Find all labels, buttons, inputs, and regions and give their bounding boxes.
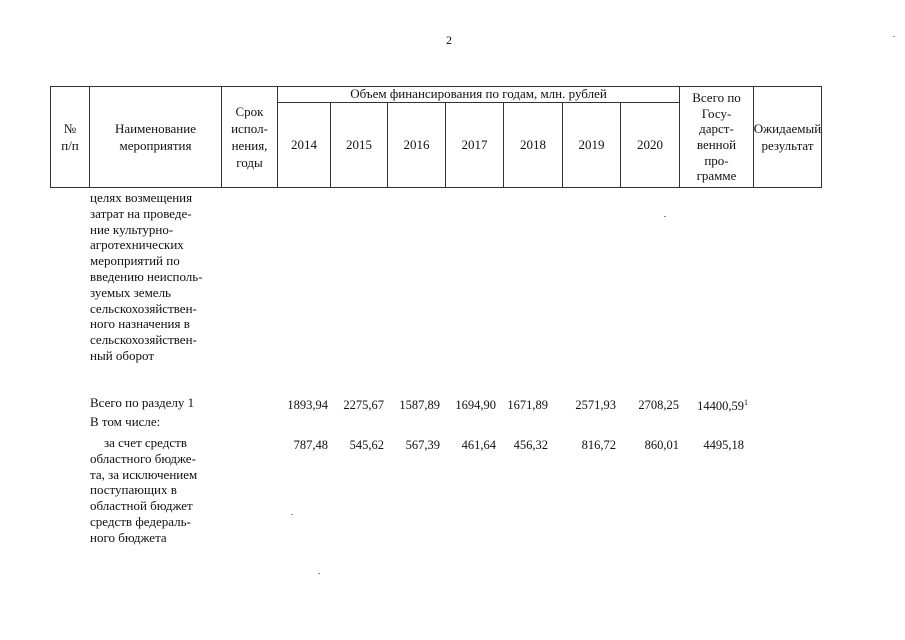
scan-speck — [291, 514, 293, 515]
header-number: № п/п — [61, 120, 79, 153]
regional-budget-2019: 816,72 — [581, 438, 616, 452]
header-total: Всего по Госу- дарст- венной про- грамме — [692, 90, 741, 184]
header-expected-result: Ожидаемый результат — [753, 120, 822, 153]
regional-budget-label: за счет средств областного бюдже- та, за исключением поступающих в областной бюджет средств федераль- ного бюджета — [90, 435, 198, 545]
section-total-2017: 1694,90 — [455, 398, 496, 412]
section-total-2014: 1893,94 — [287, 398, 328, 412]
regional-budget-2016: 567,39 — [405, 438, 440, 452]
header-year: 2014 — [291, 137, 317, 153]
including-label: В том числе: — [90, 414, 161, 429]
header-funding-group: Объем финансирования по годам, млн. рублей — [350, 86, 607, 102]
regional-budget-2014: 787,48 — [293, 438, 328, 452]
header-year: 2020 — [637, 137, 663, 153]
header-year: 2018 — [520, 137, 546, 153]
header-year: 2017 — [461, 137, 488, 153]
header-term: Срок испол- нения, годы — [231, 103, 268, 171]
regional-budget-2020: 860,01 — [644, 438, 679, 452]
section-total-label: Всего по разделу 1 — [90, 395, 195, 410]
activity-continuation-text: целях возмещения затрат на проведе- ние культурно- агротехнических мероприятий по введению неисполь- зуемых земель сельскохозяйствен- ного назначения в сельскохозяйствен- ный оборот — [90, 190, 203, 363]
section-total-2019: 2571,93 — [575, 398, 616, 412]
regional-budget-2017: 461,64 — [461, 438, 496, 452]
section-total-2015: 2275,67 — [343, 398, 384, 412]
section-total-program-value: 14400,59 — [697, 399, 744, 414]
footnote-mark: 1 — [744, 398, 748, 407]
regional-budget-2015: 545,62 — [349, 438, 384, 452]
scan-speck — [664, 216, 666, 217]
section-total-program — [690, 398, 748, 414]
header-year: 2016 — [403, 137, 430, 153]
section-total-2016: 1587,89 — [399, 398, 440, 412]
regional-budget-program: 4495,18 — [703, 438, 744, 452]
regional-budget-2018: 456,32 — [513, 438, 548, 452]
header-year: 2019 — [578, 137, 605, 153]
page-number: 2 — [446, 33, 452, 47]
section-total-2018: 1671,89 — [507, 398, 548, 412]
header-year: 2015 — [346, 137, 372, 153]
scan-speck — [318, 573, 320, 574]
scan-speck — [893, 36, 895, 37]
section-total-2020: 2708,25 — [638, 398, 679, 412]
header-activity-name: Наименование мероприятия — [115, 120, 196, 153]
